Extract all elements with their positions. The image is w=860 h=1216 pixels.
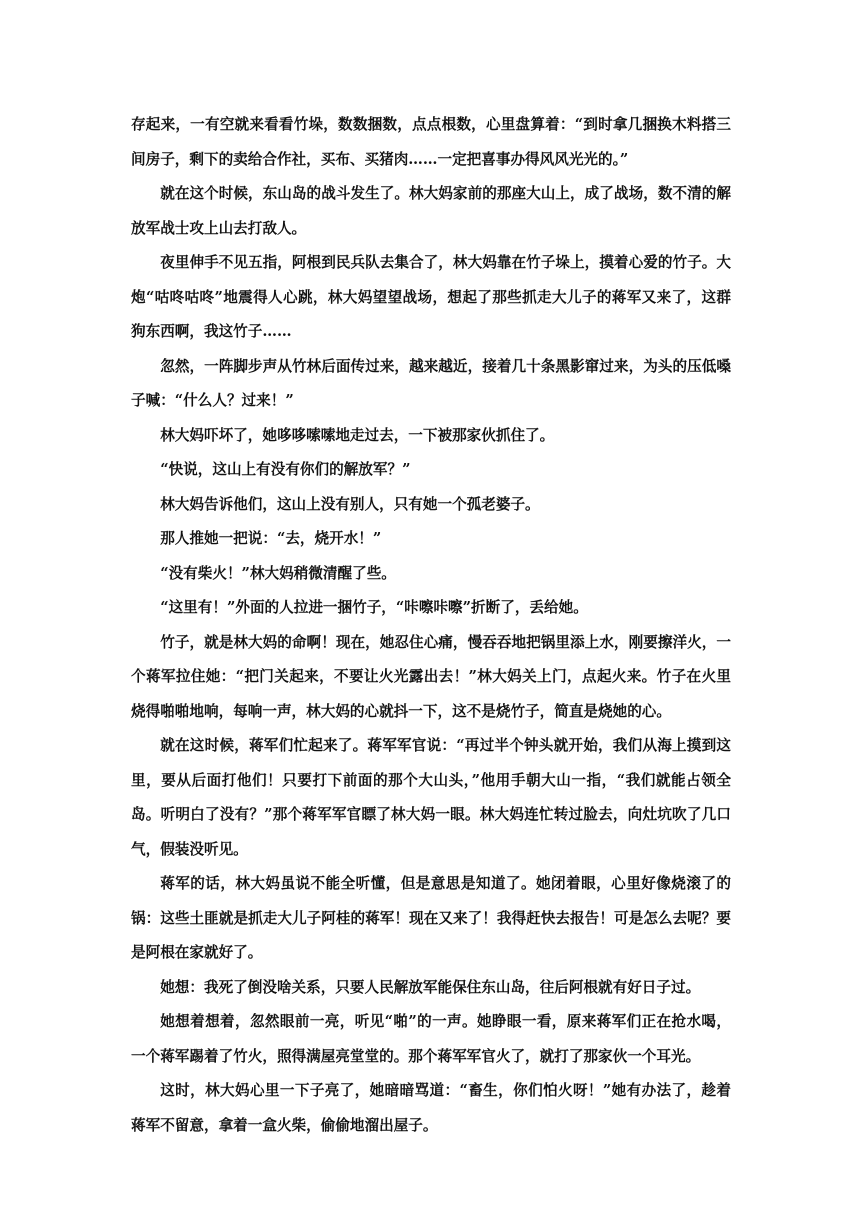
paragraph: 就在这时候，蒋军们忙起来了。蒋军军官说：“再过半个钟头就开始，我们从海上摸到这里，要从后面打他们！只要打下前面的那个大山头，”他用手朝大山一指，“我们就能占领全岛。听明白了没有？”那个蒋军军官瞟了林大妈一眼。林大妈连忙转过脸去，向灶坑吹了几口气，假装没听见。 [131, 737, 731, 858]
paragraph: 那人推她一把说：“去，烧开水！” [160, 530, 382, 547]
paragraph: 林大妈吓坏了，她哆哆嗦嗦地走过去，一下被那家伙抓住了。 [160, 426, 555, 444]
paragraph: 林大妈告诉他们，这山上没有别人，只有她一个孤老婆子。 [160, 495, 540, 513]
paragraph: “没有柴火！”林大妈稍微清醒了些。 [160, 564, 396, 582]
paragraph: 她想着想着，忽然眼前一亮，听见“啪”的一声。她睁眼一看，原来蒋军们正在抢水喝，一个蒋军踢着了竹火，照得满屋亮堂堂的。那个蒋军军官火了，就打了那家伙一个耳光。 [131, 1013, 731, 1065]
paragraph: 忽然，一阵脚步声从竹林后面传过来，越来越近，接着几十条黑影窜过来，为头的压低嗓子喊：“什么人？过来！” [131, 357, 731, 409]
paragraph: 存起来，一有空就来看看竹垛，数数捆数，点点根数，心里盘算着：“到时拿几捆换木料搭三间房子，剩下的卖给合作社，买布、买猪肉……一定把喜事办得风风光光的。” [131, 116, 731, 168]
paragraph: 竹子，就是林大妈的命啊！现在，她忍住心痛，慢吞吞地把锅里添上水，刚要擦洋火，一个蒋军拉住她：“把门关起来，不要让火光露出去！”林大妈关上门，点起火来。竹子在火里烧得啪啪地响，每响一声，林大妈的心就抖一下，这不是烧竹子，简直是烧她的心。 [131, 633, 731, 720]
paragraph: 夜里伸手不见五指，阿根到民兵队去集合了，林大妈靠在竹子垛上，摸着心爱的竹子。大炮“咕咚咕咚”地震得人心跳，林大妈望望战场，想起了那些抓走大儿子的蒋军又来了，这群狗东西啊，我这竹子…… [131, 254, 731, 340]
paragraph: “这里有！”外面的人拉进一捆竹子，“咔嚓咔嚓”折断了，丢给她。 [160, 599, 588, 616]
paragraph: 蒋军的话，林大妈虽说不能全听懂，但是意思是知道了。她闭着眼，心里好像烧滚了的锅：这些土匪就是抓走大儿子阿桂的蒋军！现在又来了！我得赶快去报告！可是怎么去呢？要是阿根在家就好了。 [131, 875, 731, 961]
paragraph: “快说，这山上有没有你们的解放军？” [160, 461, 411, 478]
story-text [131, 108, 731, 1143]
paragraph: 她想：我死了倒没啥关系，只要人民解放军能保住东山岛，往后阿根就有好日子过。 [160, 978, 701, 996]
paragraph: 这时，林大妈心里一下子亮了，她暗暗骂道：“畜生，你们怕火呀！”她有办法了，趁着蒋军不留意，拿着一盒火柴，偷偷地溜出屋子。 [131, 1082, 731, 1134]
paragraph: 就在这个时候，东山岛的战斗发生了。林大妈家前的那座大山上，成了战场，数不清的解放军战士攻上山去打敌人。 [131, 185, 731, 237]
